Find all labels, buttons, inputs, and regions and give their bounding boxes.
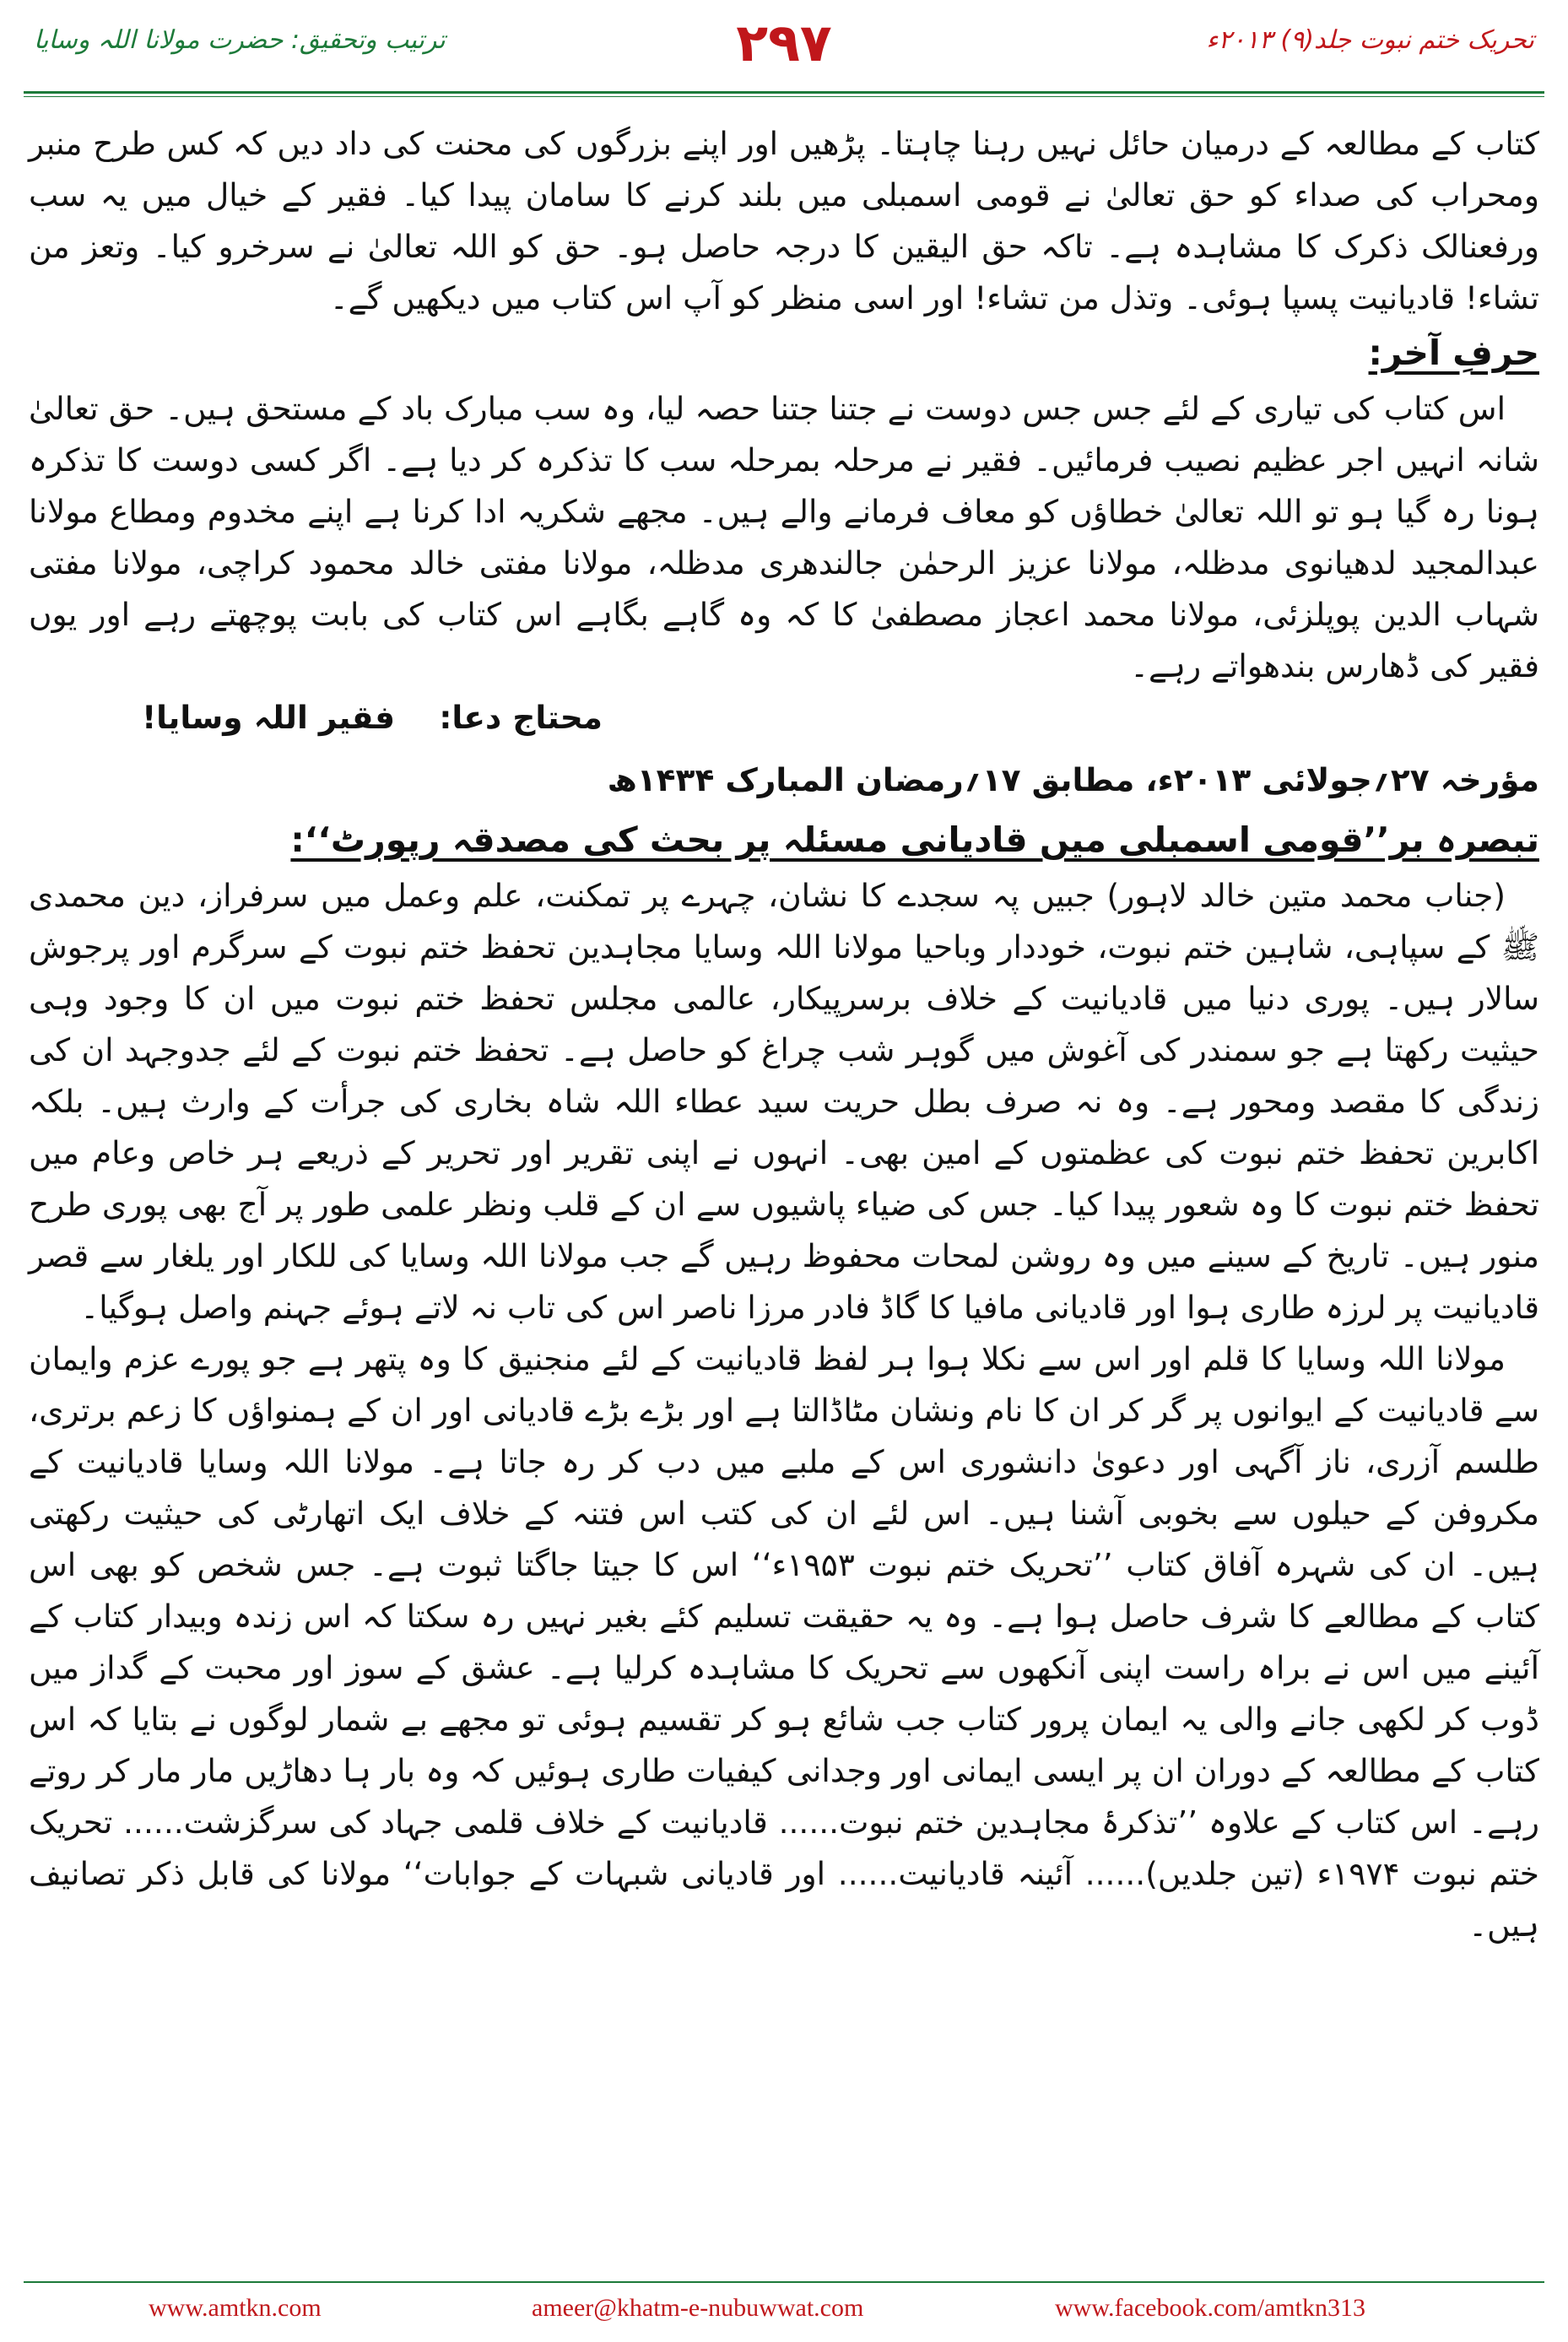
- header-divider: [24, 91, 1544, 94]
- page-header: [0, 0, 1568, 93]
- review-paragraph-1: (جناب محمد متین خالد لاہور) جبیں پہ سجدے کا نشان، چہرے پر تمکنت، علم وعمل میں سرفراز، دین محمدی ﷺ کے سپاہی، شاہین ختم نبوت، خوددار وباحیا مولانا اللہ وسایا مجاہدین تحفظ ختم نبوت کے سرگرم اور پرجوش سالار ہیں۔ پوری دنیا میں قادیانیت کے خلاف برسرپیکار، عالمی مجلس تحفظ ختم نبوت میں ان کا وجود وہی حیثیت رکھتا ہے جو سمندر کی آغوش میں گوہر شب چراغ کو حاصل ہے۔ تحفظ ختم نبوت کے لئے جدوجہد ان کی زندگی کا مقصد ومحور ہے۔ وہ نہ صرف بطل حریت سید عطاء اللہ شاہ بخاری کی جرأت کے وارث ہیں۔ بلکہ اکابرین تحفظ ختم نبوت کی عظمتوں کے امین بھی۔ انہوں نے اپنی تقریر اور تحریر کے ذریعے ہر خاص وعام میں تحفظ ختم نبوت کا وہ شعور پیدا کیا۔ جس کی ضیاء پاشیوں سے ان کے قلب ونظر علمی طور پر آج بھی پوری طرح منور ہیں۔ تاریخ کے سینے میں وہ روشن لمحات محفوظ رہیں گے جب مولانا اللہ وسایا کی للکار اور یلغار سے قصر قادیانیت پر لرزہ طاری ہوا اور قادیانی مافیا کا گاڈ فادر مرزا ناصر اس کی تاب نہ لاتے ہوئے جہنم واصل ہوگیا۔: [29, 877, 1539, 1326]
- date-line: مؤرخہ ۲۷؍جولائی ۲۰۱۳ء، مطابق ۱۷؍رمضان المبارک ۱۴۳۴ھ: [607, 761, 1539, 798]
- signature: [29, 692, 603, 744]
- page-body: [29, 118, 1539, 1951]
- footer-website-link[interactable]: www.amtkn.com: [149, 2294, 322, 2322]
- page-number: ۲۹۷: [736, 12, 832, 73]
- footer-facebook-link[interactable]: www.facebook.com/amtkn313: [1055, 2294, 1365, 2322]
- signature-label: محتاج دعا:: [439, 699, 603, 736]
- compiler-credit: ترتیب وتحقیق: حضرت مولانا اللہ وسایا: [34, 25, 446, 55]
- section-heading-final-word: حرفِ آخر:: [1368, 333, 1539, 373]
- page-footer: [0, 2294, 1568, 2328]
- header-divider-thin: [24, 96, 1544, 97]
- footer-divider: [24, 2281, 1544, 2283]
- section-heading-review: تبصرہ بر’’قومی اسمبلی میں قادیانی مسئلہ پر بحث کی مصدقہ رپورٹ‘‘:: [290, 819, 1539, 860]
- review-paragraph-2: مولانا اللہ وسایا کا قلم اور اس سے نکلا ہوا ہر لفظ قادیانیت کے لئے منجنیق کا وہ پتھر ہے جو پورے عزم وایمان سے قادیانیت کے ایوانوں پر گر کر ان کا نام ونشان مٹاڈالتا ہے اور بڑے بڑے قادیانی اور ان کے ہمنواؤں کا زعم برتری، طلسم آزری، ناز آگہی اور دعویٰ دانشوری اس کے ملبے میں دب کر رہ جاتا ہے۔ مولانا اللہ وسایا قادیانیت کے مکروفن کے حیلوں سے بخوبی آشنا ہیں۔ اس لئے ان کی کتب اس فتنہ کے خلاف ایک اتھارٹی کی حیثیت رکھتی ہیں۔ ان کی شہرہ آفاق کتاب ’’تحریک ختم نبوت ۱۹۵۳ء‘‘ اس کا جیتا جاگتا ثبوت ہے۔ جس شخص کو بھی اس کتاب کے مطالعے کا شرف حاصل ہوا ہے۔ وہ یہ حقیقت تسلیم کئے بغیر نہیں رہ سکتا کہ اس زندہ وبیدار کتاب کے آئینے میں اس نے براہ راست اپنی آنکھوں سے تحریک کا مشاہدہ کرلیا ہے۔ عشق کے سوز اور محبت کے گداز میں ڈوب کر لکھی جانے والی یہ ایمان پرور کتاب جب شائع ہو کر تقسیم ہوئی تو مجھے بے شمار لوگوں نے بتایا کہ اس کتاب کے مطالعہ کے دوران ان پر ایسی ایمانی اور وجدانی کیفیات طاری ہوئیں کہ وہ بار ہا دھاڑیں مار مار کر روتے رہے۔ اس کتاب کے علاوہ ’’تذکرۂ مجاہدین ختم نبوت...... قادیانیت کے خلاف قلمی جہاد کی سرگزشت...... تحریک ختم نبوت ۱۹۷۴ء (تین جلدیں)...... آئینہ قادیانیت...... اور قادیانی شبہات کے جوابات‘‘ مولانا کی قابل ذکر تصانیف ہیں۔: [29, 1340, 1539, 1944]
- intro-paragraph: کتاب کے مطالعہ کے درمیان حائل نہیں رہنا چاہتا۔ پڑھیں اور اپنے بزرگوں کی محنت کی داد دیں کہ کس طرح منبر ومحراب کی صداء کو حق تعالیٰ نے قومی اسمبلی میں بلند کرنے کا سامان پیدا کیا۔ فقیر کے خیال میں یہ سب ورفعنالک ذکرک کا مشاہدہ ہے۔ تاکہ حق الیقین کا درجہ حاصل ہو۔ حق کو اللہ تعالیٰ نے سرخرو کیا۔ وتعز من تشاء! قادیانیت پسپا ہوئی۔ وتذل من تشاء! اور اسی منظر کو آپ اس کتاب میں دیکھیں گے۔: [29, 125, 1539, 316]
- book-title: تحریک ختم نبوت جلد(۹) ۲۰۱۳ء: [1206, 25, 1534, 55]
- footer-email-link[interactable]: ameer@khatm-e-nubuwwat.com: [532, 2294, 864, 2322]
- closing-paragraph: اس کتاب کی تیاری کے لئے جس جس دوست نے جتنا جتنا حصہ لیا، وہ سب مبارک باد کے مستحق ہیں۔ حق تعالیٰ شانہ انہیں اجر عظیم نصیب فرمائیں۔ فقیر نے مرحلہ بمرحلہ سب کا تذکرہ کر دیا ہے۔ اگر کسی دوست کا تذکرہ ہونا رہ گیا ہو تو اللہ تعالیٰ خطاؤں کو معاف فرمانے والے ہیں۔ مجھے شکریہ ادا کرنا ہے اپنے مخدوم ومطاع مولانا عبدالمجید لدھیانوی مدظلہ، مولانا عزیز الرحمٰن جالندھری مدظلہ، مولانا مفتی خالد محمود کراچی، مولانا مفتی شہاب الدین پوپلزئی، مولانا محمد اعجاز مصطفیٰ کا کہ وہ گاہے بگاہے اس کتاب کی بابت پوچھتے رہے اور یوں فقیر کی ڈھارس بندھواتے رہے۔: [29, 390, 1539, 684]
- signature-name: فقیر اللہ وسایا!: [142, 699, 396, 736]
- signature-row: [29, 692, 1539, 744]
